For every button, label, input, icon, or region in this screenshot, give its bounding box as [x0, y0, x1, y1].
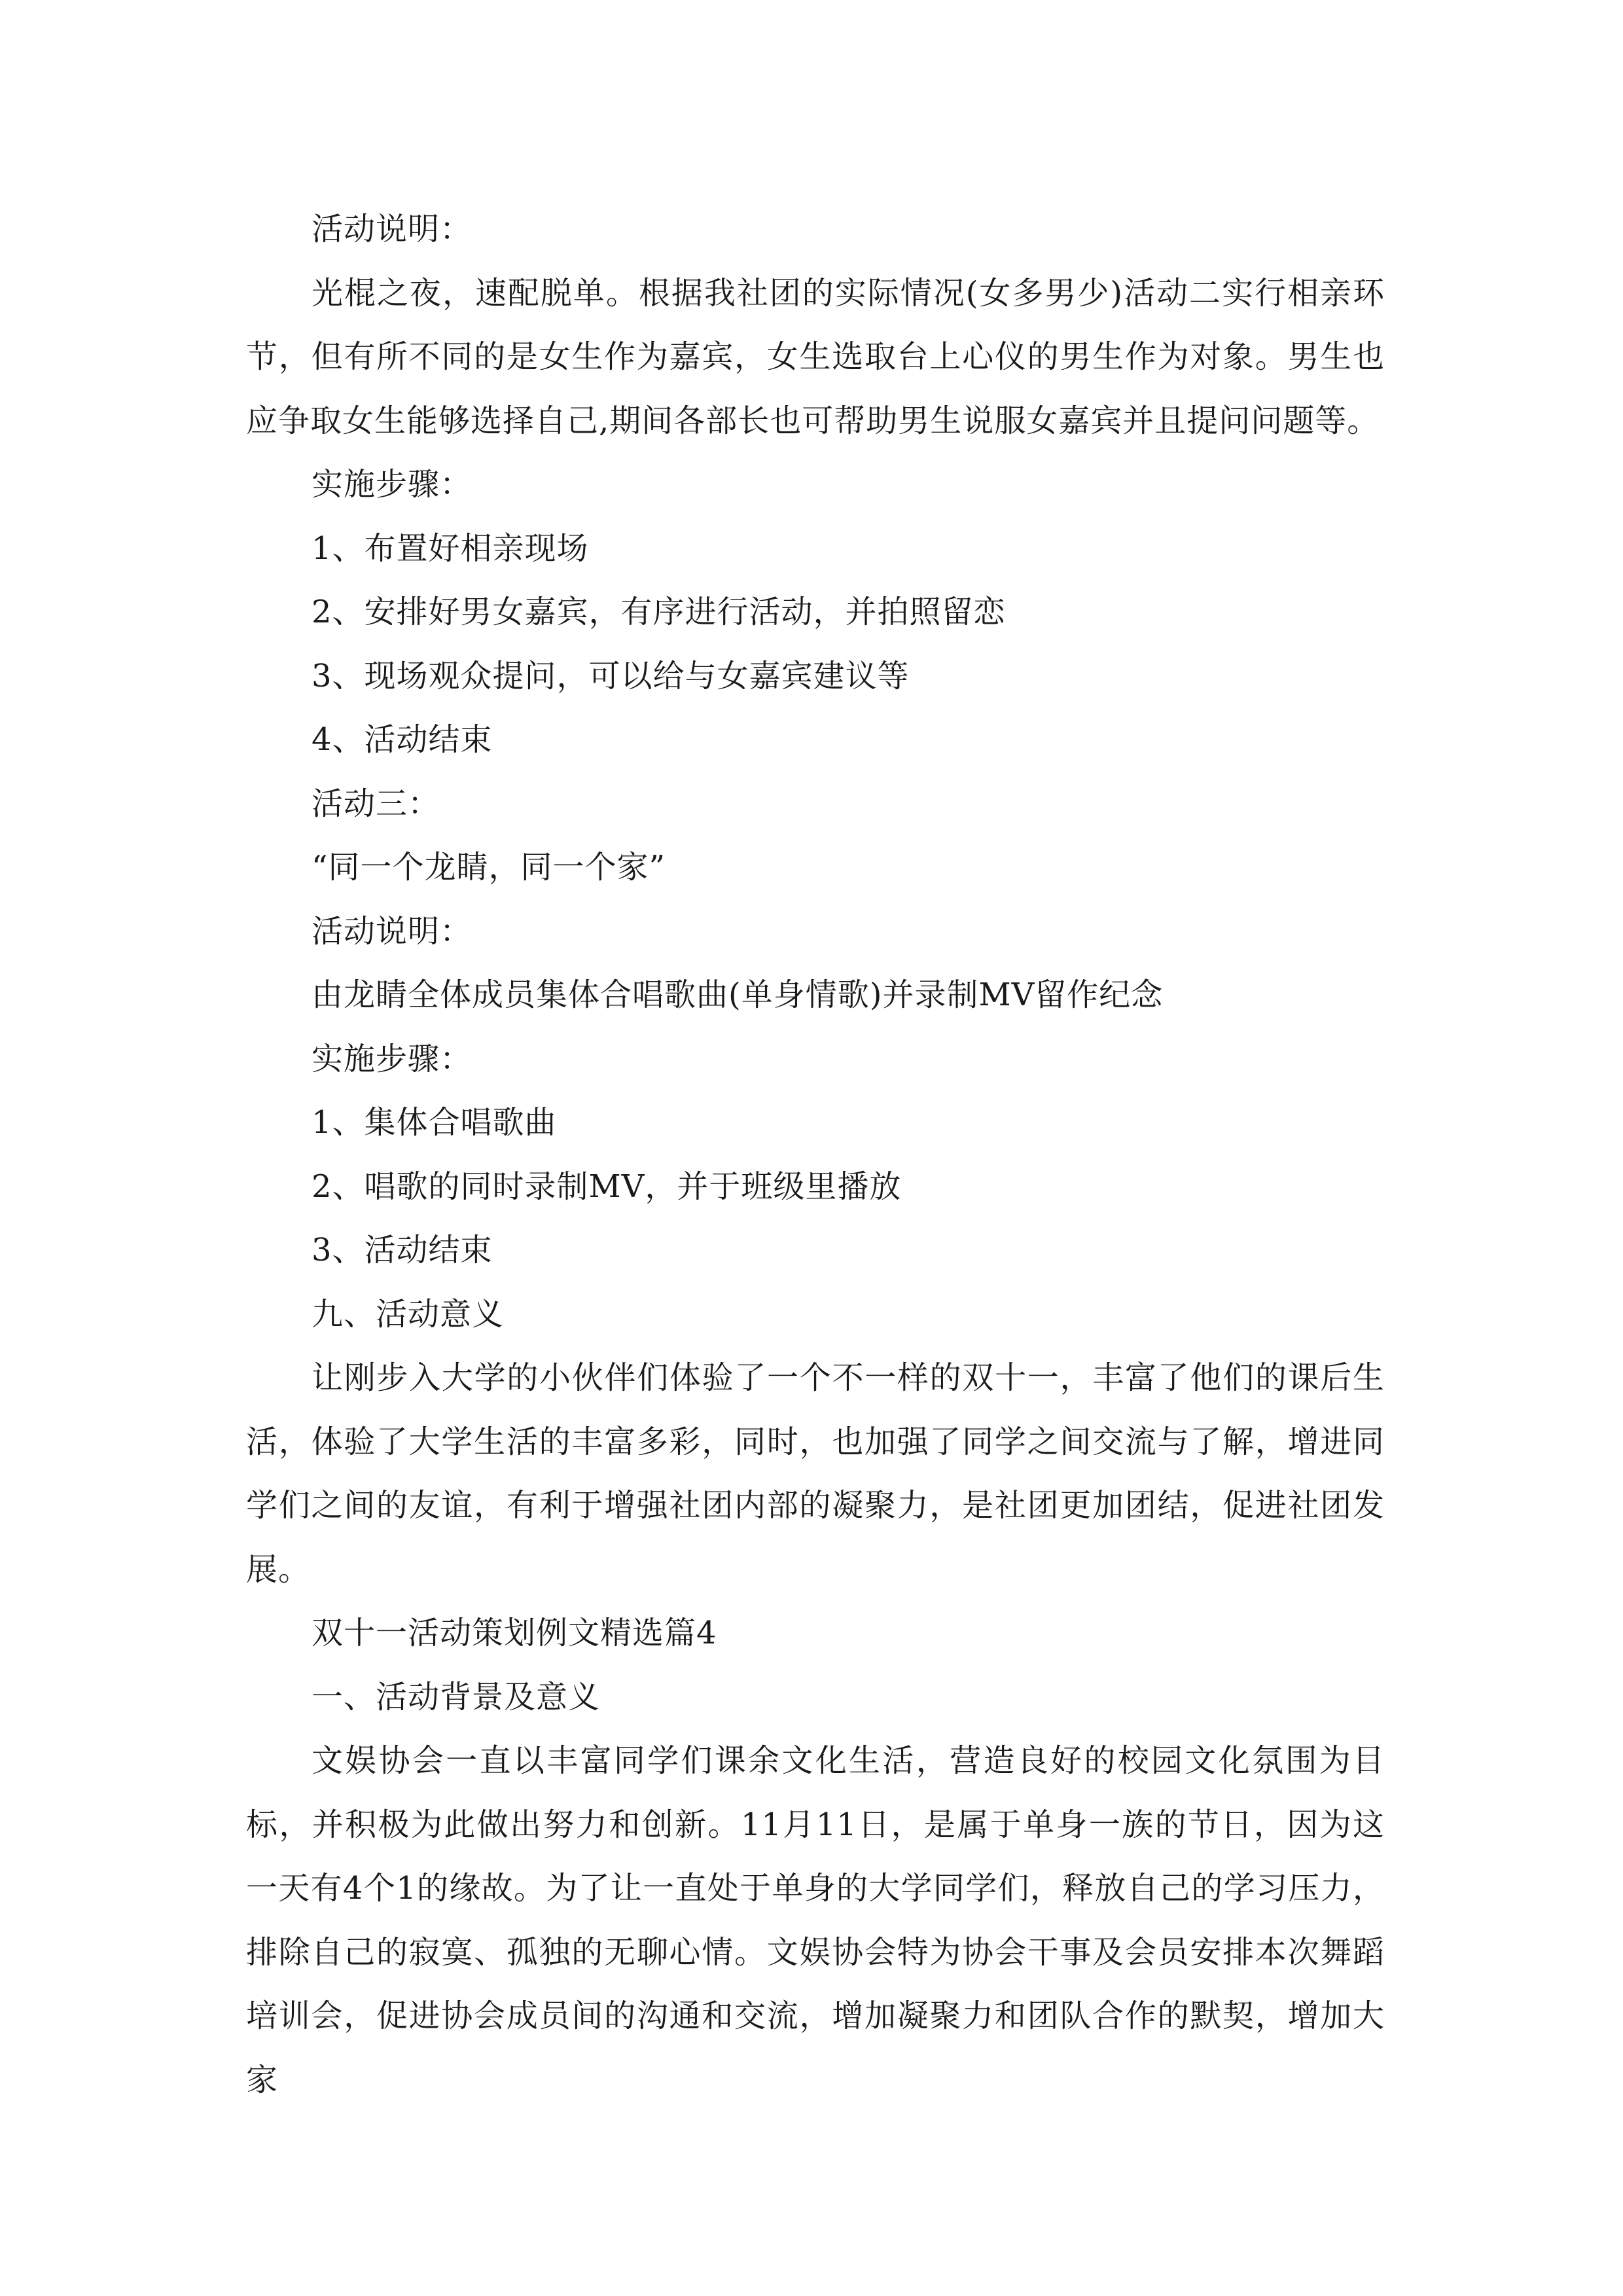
list-item: 2、安排好男女嘉宾，有序进行活动，并拍照留恋: [312, 594, 1006, 630]
section-heading: 活动三：: [312, 785, 440, 822]
activity-title: “同一个龙睛，同一个家”: [312, 849, 666, 886]
list-item: 3、现场观众提问，可以给与女嘉宾建议等: [312, 657, 910, 694]
document-body: [246, 198, 1385, 2112]
list-item: 1、集体合唱歌曲: [312, 1104, 557, 1141]
paragraph: 实施步骤：: [312, 1040, 473, 1077]
paragraph: 让刚步入大学的小伙伴们体验了一个不一样的双十一，丰富了他们的课后生活，体验了大学生活的丰富多彩，同时，也加强了同学之间交流与了解，增进同学们之间的友谊，有利于增强社团内部的凝聚力，是社团更加团结，促进社团发展。: [246, 1359, 1385, 1588]
paragraph: 活动说明：: [312, 912, 473, 950]
list-item: 4、活动结束: [312, 721, 493, 758]
article-title: 双十一活动策划例文精选篇4: [312, 1615, 717, 1651]
paragraph: 由龙睛全体成员集体合唱歌曲(单身情歌)并录制MV留作纪念: [312, 977, 1164, 1013]
list-item: 3、活动结束: [312, 1232, 493, 1268]
paragraph: 文娱协会一直以丰富同学们课余文化生活，营造良好的校园文化氛围为目标，并积极为此做出努力和创新。11月11日，是属于单身一族的节日，因为这一天有4个1的缘故。为了让一直处于单身的大学同学们，释放自己的学习压力，排除自己的寂寞、孤独的无聊心情。文娱协会特为协会干事及会员安排本次舞蹈培训会，促进协会成员间的沟通和交流，增加凝聚力和团队合作的默契，增加大家: [246, 1742, 1385, 2098]
paragraph: 光棍之夜，速配脱单。根据我社团的实际情况(女多男少)活动二实行相亲环节，但有所不同的是女生作为嘉宾，女生选取台上心仪的男生作为对象。男生也应争取女生能够选择自己,期间各部长也可帮助男生说服女嘉宾并且提问问题等。: [246, 274, 1385, 439]
list-item: 2、唱歌的同时录制MV，并于班级里播放: [312, 1168, 902, 1205]
paragraph: 活动说明：: [312, 211, 473, 247]
list-item: 1、布置好相亲现场: [312, 529, 589, 567]
paragraph: 实施步骤：: [312, 466, 473, 503]
section-heading: 九、活动意义: [312, 1295, 505, 1333]
section-heading: 一、活动背景及意义: [312, 1678, 601, 1715]
